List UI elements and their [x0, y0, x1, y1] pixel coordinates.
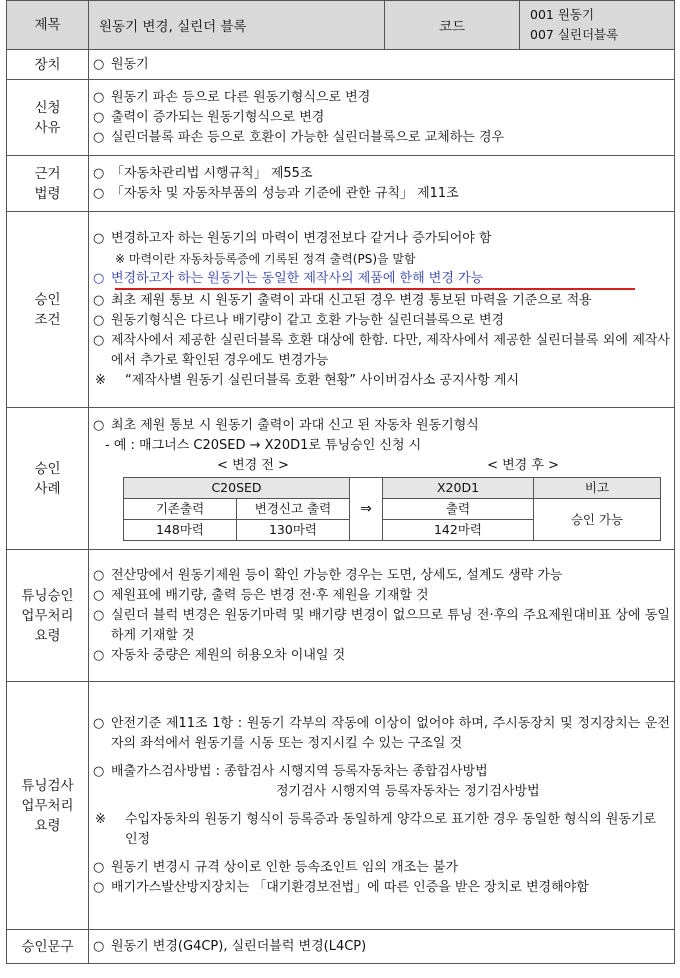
tuning-approval-document: [6, 0, 675, 964]
reason-label: 신청 사유: [7, 80, 89, 156]
title-label: 제목: [7, 1, 89, 50]
list-item: ○ 자동차 중량은 제원의 허용오차 이내일 것: [93, 647, 346, 663]
list-item: ○ 원동기 변경시 규격 상이로 인한 등속조인트 임의 개조는 불가: [93, 859, 459, 875]
arrow-icon: ⇒: [350, 478, 383, 541]
law-row: [7, 156, 675, 212]
after-label: < 변경 후 >: [487, 458, 559, 473]
list-item: ○ 최초 제원 통보 시 원동기 출력이 과대 신고된 경우 변경 통보된 마력을 기준으로 적용: [93, 292, 592, 308]
case-example: - 예 : 매그너스 C20SED → X20D1로 튜닝승인 신청 시: [105, 438, 422, 453]
list-item: ○ 배출가스검사방법 : 종합검사 시행지역 등록자동차는 종합검사방법: [93, 763, 488, 779]
before-val2: 130마력: [237, 520, 350, 541]
condition-row: [7, 212, 675, 408]
reason-row: [7, 80, 675, 156]
tuning-approval-body: [89, 550, 675, 682]
code-label: 코드: [385, 1, 520, 50]
list-item: ○ 원동기 변경(G4CP), 실린더블럭 변경(L4CP): [93, 938, 367, 954]
device-body: [89, 50, 675, 80]
emission-method-line2: 정기검사 시행지역 등록자동차는 정기검사방법: [276, 783, 540, 799]
tuning-approval-label: 튜닝승인 업무처리 요령: [7, 550, 89, 682]
law-label: 근거 법령: [7, 156, 89, 212]
list-item: ○ 원동기 파손 등으로 다른 원동기형식으로 변경: [93, 89, 371, 105]
highlighted-item: ○ 변경하고자 하는 원동기는 동일한 제작사의 제품에 한해 변경 가능: [93, 270, 484, 286]
after-col: 출력: [383, 499, 534, 520]
inspection-note: ※ 수입자동차의 원동기 형식이 등록증과 동일하게 양각으로 표기한 경우 동일한 형식의 원동기로 인정: [95, 811, 657, 847]
condition-note: ※ 마력이란 자동차등록증에 기록된 정격 출력(PS)을 말함: [115, 251, 416, 266]
list-item: ○ 실린더 블럭 변경은 원동기마력 및 배기량 변경이 없으므로 튜닝 전·후의 주요제원대비표 상에 동일하게 기재할 것: [93, 607, 670, 643]
list-item: ○ 제작사에서 제공한 실린더블록 호환 대상에 한함. 다만, 제작사에서 제공한 실린더블록 외에 제작사에서 추가로 확인된 경우에도 변경가능: [93, 332, 670, 368]
code-value-1: 001 원동기: [530, 7, 595, 22]
law-body: [89, 156, 675, 212]
before-col1: 기존출력: [124, 499, 237, 520]
remark-value: 승인 가능: [534, 499, 661, 541]
tuning-inspection-label: 튜닝검사 업무처리 요령: [7, 682, 89, 930]
approval-text-row: [7, 930, 675, 964]
tuning-approval-row: [7, 550, 675, 682]
list-item: ○ 출력이 증가되는 원동기형식으로 변경: [93, 109, 325, 125]
condition-body: [89, 212, 675, 408]
remark-label: 비고: [534, 478, 661, 499]
before-col2: 변경신고 출력: [237, 499, 350, 520]
condition-note-2: ※ “제작사별 원동기 실린더블록 호환 현황” 사이버검사소 공지사항 게시: [95, 372, 520, 388]
case-body: [89, 408, 675, 550]
list-item: ○ 실린더블록 파손 등으로 호환이 가능한 실린더블록으로 교체하는 경우: [93, 129, 505, 145]
before-model: C20SED: [124, 478, 350, 499]
list-item: ○ 원동기: [93, 56, 149, 72]
tuning-inspection-body: [89, 682, 675, 930]
before-label: < 변경 전 >: [217, 458, 289, 473]
after-val: 142마력: [383, 520, 534, 541]
list-item: ○ 안전기준 제11조 1항 : 원동기 각부의 작동에 이상이 없어야 하며, 주시동장치 및 정지장치는 운전자의 좌석에서 원동기를 시동 또는 정지시킬 수 있는 구조일 것: [93, 715, 670, 751]
code-values: [520, 1, 675, 50]
list-item: ○ 「자동차 및 자동차부품의 성능과 기준에 관한 규칙」 제11조: [93, 185, 459, 201]
after-model: X20D1: [383, 478, 534, 499]
list-item: ○ 원동기형식은 다르나 배기량이 같고 호환 가능한 실린더블록으로 변경: [93, 312, 505, 328]
header-row: [7, 1, 675, 50]
tuning-inspection-row: [7, 682, 675, 930]
list-item: ○ 전산망에서 원동기제원 등이 확인 가능한 경우는 도면, 상세도, 설계도 생략 가능: [93, 567, 563, 583]
approval-text-label: 승인문구: [7, 930, 89, 964]
list-item: ○ 변경하고자 하는 원동기의 마력이 변경전보다 같거나 증가되어야 함: [93, 230, 492, 246]
list-item: ○ 배기가스발산방지장치는 「대기환경보전법」에 따른 인증을 받은 장치로 변경해야함: [93, 879, 589, 895]
code-value-2: 007 실린더블록: [530, 27, 619, 42]
case-headings: [93, 456, 670, 476]
list-item: ○ 「자동차관리법 시행규칙」 제55조: [93, 165, 313, 181]
title-value: 원동기 변경, 실린더 블록: [89, 1, 385, 50]
device-label: 장치: [7, 50, 89, 80]
list-item: ○ 제원표에 배기량, 출력 등은 변경 전·후 제원을 기재할 것: [93, 587, 429, 603]
list-item: ○ 최초 제원 통보 시 원동기 출력이 과대 신고 된 자동차 원동기형식: [93, 418, 479, 433]
case-row: [7, 408, 675, 550]
device-row: [7, 50, 675, 80]
reason-body: [89, 80, 675, 156]
case-comparison-table: [123, 477, 661, 541]
case-label: 승인 사례: [7, 408, 89, 550]
condition-label: 승인 조건: [7, 212, 89, 408]
before-val1: 148마력: [124, 520, 237, 541]
approval-text-body: [89, 930, 675, 964]
